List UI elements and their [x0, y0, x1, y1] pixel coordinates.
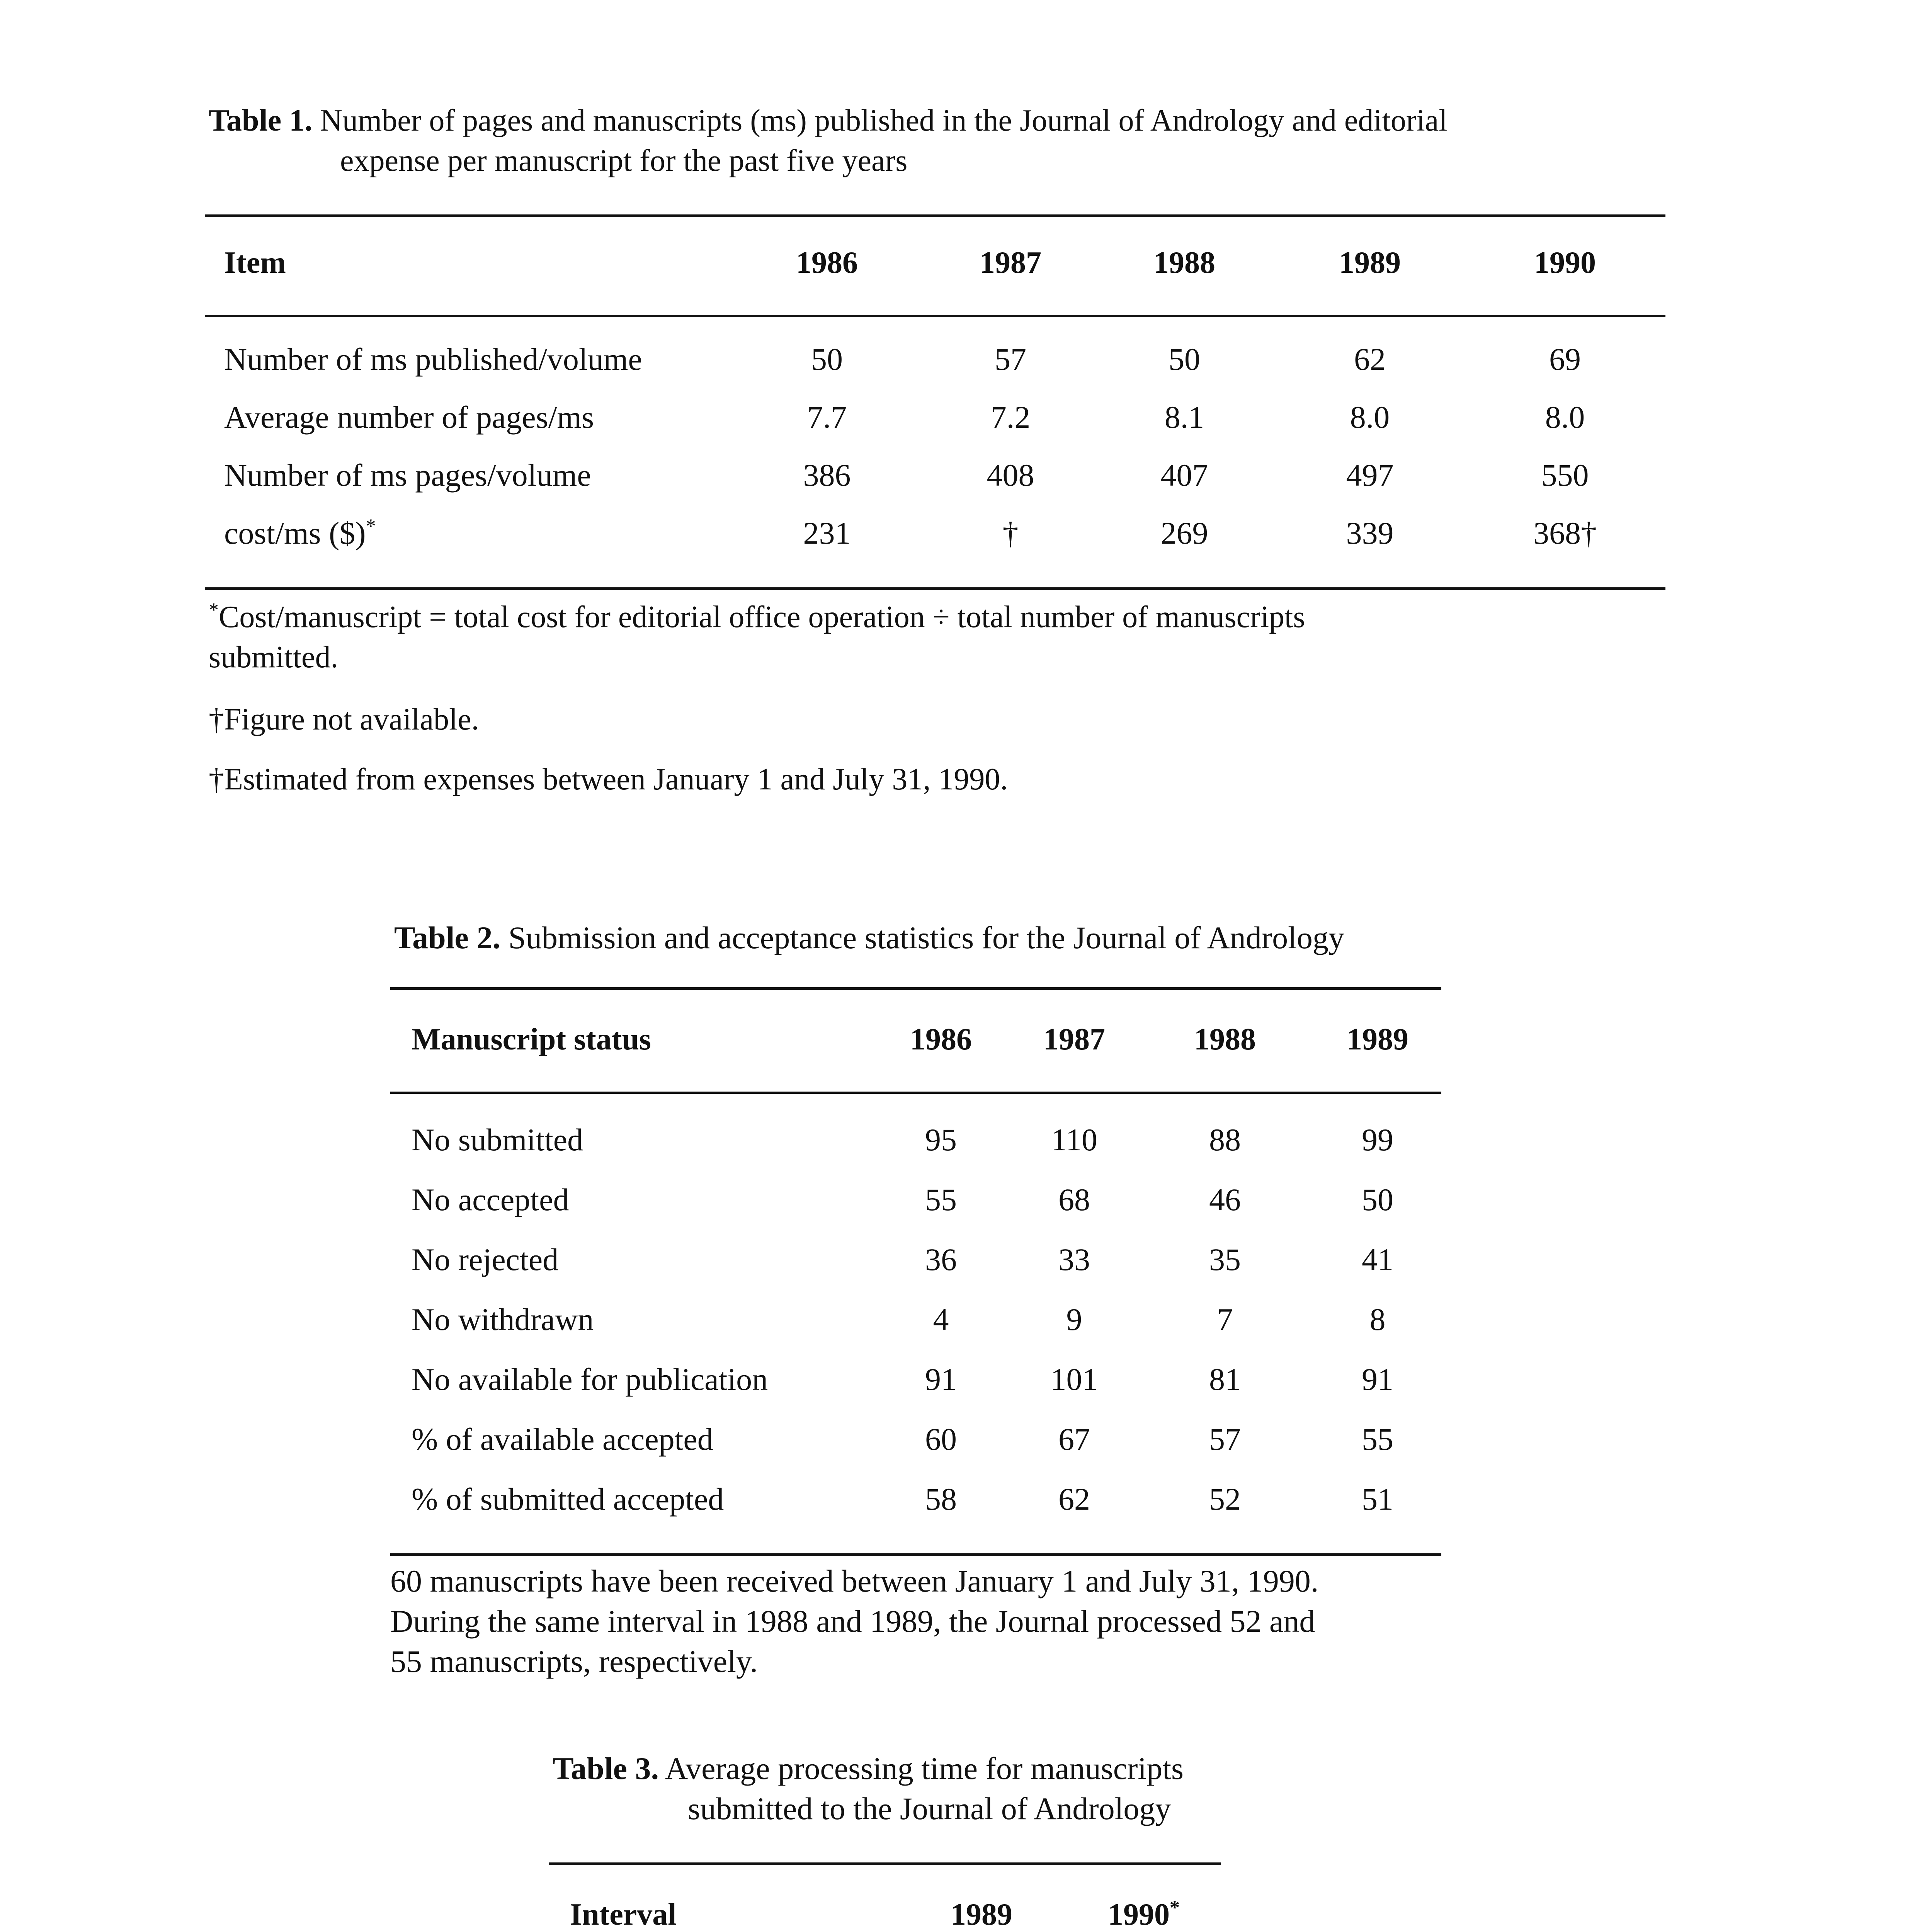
table2-cell: 55 [1362, 1422, 1393, 1457]
table2-cell: 58 [925, 1481, 957, 1517]
table2-header-status: Manuscript status [412, 1022, 651, 1056]
table2-cell: 52 [1209, 1481, 1241, 1517]
table1-cell: 7.7 [807, 400, 847, 435]
table1-cell: 50 [811, 342, 843, 377]
table1-row-label: Number of ms published/volume [224, 342, 642, 377]
table2-row-label: % of submitted accepted [412, 1481, 724, 1517]
table3-header-mark: * [1170, 1896, 1180, 1919]
table2-cell: 55 [925, 1182, 957, 1217]
table3-caption-line2: submitted to the Journal of Andrology [688, 1791, 1171, 1826]
table2-cell: 4 [933, 1302, 949, 1337]
table2-cell: 101 [1050, 1362, 1098, 1397]
table1-header-1986: 1986 [796, 246, 858, 280]
table3-label: Table 3. [553, 1751, 659, 1786]
table1-header-item: Item [224, 246, 286, 280]
table2-header-1986: 1986 [910, 1022, 972, 1056]
table1-cell: 8.0 [1350, 400, 1390, 435]
table2-cell: 9 [1066, 1302, 1082, 1337]
table2-row-label: No submitted [412, 1122, 583, 1157]
table2-note-line2: During the same interval in 1988 and 1989, the Journal processed 52 and [390, 1604, 1315, 1639]
table1-bottom-rule [205, 587, 1665, 590]
table1-footnote-dagger2: †Estimated from expenses between January 1 and July 31, 1990. [209, 762, 1008, 796]
table1-header-1988: 1988 [1153, 246, 1215, 280]
table2-header-rule [390, 1092, 1441, 1094]
table1-header-1989: 1989 [1339, 246, 1401, 280]
table1-header-1990: 1990 [1534, 246, 1596, 280]
table2-cell: 62 [1058, 1481, 1090, 1517]
table2-cell: 41 [1362, 1242, 1393, 1277]
table2-cell: 35 [1209, 1242, 1241, 1277]
table2-header-1988: 1988 [1194, 1022, 1256, 1056]
table2-top-rule [390, 987, 1441, 990]
table2-cell: 57 [1209, 1422, 1241, 1457]
table2-cell: 50 [1362, 1182, 1393, 1217]
table1-cell: † [1002, 515, 1019, 551]
table1-caption [209, 100, 1447, 181]
table2-cell: 7 [1217, 1302, 1233, 1337]
table1-cell: 497 [1346, 457, 1394, 493]
table2-cell: 8 [1369, 1302, 1386, 1337]
table2-caption-text: Submission and acceptance statistics for the Journal of Andrology [508, 920, 1344, 955]
table1-caption-line1: Number of pages and manuscripts (ms) published in the Journal of Andrology and editorial [320, 104, 1448, 138]
table3-header-1989: 1989 [951, 1898, 1012, 1932]
table2-row-label: No withdrawn [412, 1302, 594, 1337]
table2-label: Table 2. [394, 920, 500, 955]
table2-row-label: No rejected [412, 1242, 559, 1277]
table2-cell: 68 [1058, 1182, 1090, 1217]
table2-note [390, 1561, 1318, 1682]
table1-cell: 407 [1160, 457, 1208, 493]
footnote-star-line2: submitted. [209, 640, 338, 674]
table2-caption [394, 918, 1344, 958]
table1-cell: 7.2 [990, 400, 1031, 435]
table3-top-rule [549, 1862, 1221, 1865]
table2-cell: 91 [925, 1362, 957, 1397]
table2-note-line1: 60 manuscripts have been received between January 1 and July 31, 1990. [390, 1563, 1319, 1599]
table2-bottom-rule [390, 1553, 1441, 1556]
table1-caption-line2: expense per manuscript for the past five years [340, 144, 908, 178]
table2-header-1989: 1989 [1347, 1022, 1408, 1056]
table1-cell: 8.0 [1545, 400, 1585, 435]
table3-header-1990 [1086, 1895, 1202, 1932]
table2-row-label: No available for publication [412, 1362, 768, 1397]
table1-row-label-text: cost/ms ($) [224, 515, 366, 551]
table3-caption-line1: Average processing time for manuscripts [665, 1751, 1184, 1786]
table1-cell: 69 [1549, 342, 1581, 377]
table1-cell: 62 [1354, 342, 1386, 377]
table3-header-interval: Interval [570, 1898, 677, 1932]
table2-note-line3: 55 manuscripts, respectively. [390, 1644, 758, 1679]
table2-cell: 67 [1058, 1422, 1090, 1457]
table2-row-label: No accepted [412, 1182, 569, 1217]
footnote-star-mark: * [366, 515, 376, 537]
table1-footnote-dagger1: †Figure not available. [209, 702, 479, 736]
table1-cell: 8.1 [1164, 400, 1204, 435]
table1-cell: 408 [987, 457, 1034, 493]
footnote-star-line1: Cost/manuscript = total cost for editorial office operation ÷ total number of manuscripts [219, 600, 1305, 634]
table2-cell: 36 [925, 1242, 957, 1277]
table1-label: Table 1. [209, 104, 313, 138]
table2-cell: 88 [1209, 1122, 1241, 1157]
table3-caption [553, 1748, 1184, 1829]
table1-cell: 269 [1160, 515, 1208, 551]
table1-cell: 231 [803, 515, 851, 551]
table1-cell: 57 [995, 342, 1026, 377]
table2-cell: 99 [1362, 1122, 1393, 1157]
table1-cell: 368† [1533, 515, 1597, 551]
table2-cell: 81 [1209, 1362, 1241, 1397]
table1-row-label: Average number of pages/ms [224, 400, 594, 435]
table1-row-label: Number of ms pages/volume [224, 457, 591, 493]
table1-cell: 339 [1346, 515, 1394, 551]
table1-cell: 550 [1541, 457, 1589, 493]
footnote-star-mark: * [209, 599, 219, 621]
table1-top-rule [205, 214, 1665, 217]
table2-cell: 33 [1058, 1242, 1090, 1277]
table1-row-label [224, 514, 376, 553]
table1-cell: 386 [803, 457, 851, 493]
table2-header-1987: 1987 [1043, 1022, 1105, 1056]
table3-header-1990-text: 1990 [1108, 1898, 1170, 1932]
table1-header-1987: 1987 [980, 246, 1041, 280]
table2-cell: 95 [925, 1122, 957, 1157]
table2-cell: 51 [1362, 1481, 1393, 1517]
table2-cell: 46 [1209, 1182, 1241, 1217]
table2-cell: 60 [925, 1422, 957, 1457]
table1-header-rule [205, 315, 1665, 317]
table1-cell: 50 [1169, 342, 1200, 377]
table2-cell: 110 [1051, 1122, 1097, 1157]
table2-row-label: % of available accepted [412, 1422, 713, 1457]
table2-cell: 91 [1362, 1362, 1393, 1397]
table1-footnote-star [209, 597, 1305, 677]
